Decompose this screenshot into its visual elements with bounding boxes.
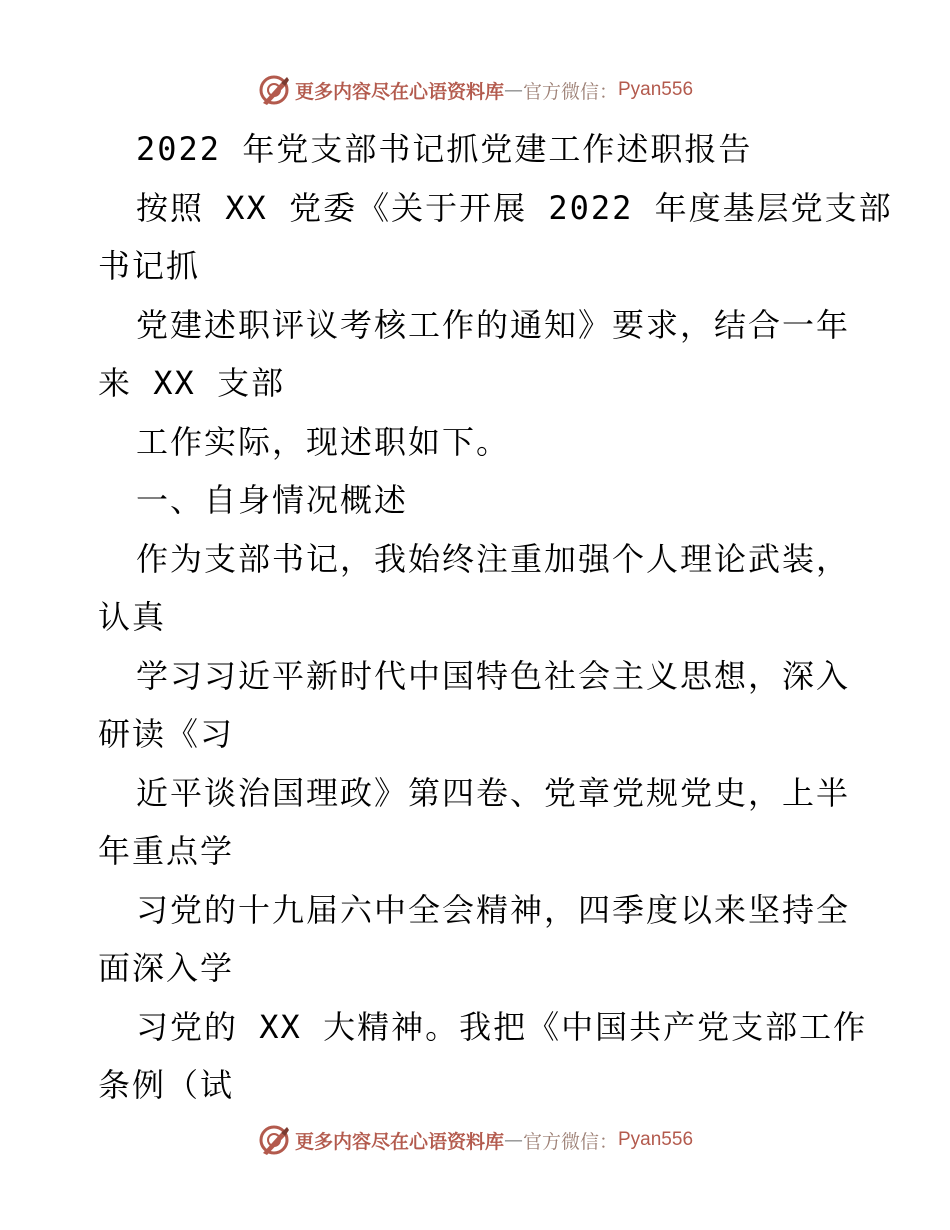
banner-main-text: 更多内容尽在心语资料库 — [294, 80, 504, 103]
text-line: 学习习近平新时代中国特色社会主义思想，深入 — [136, 656, 851, 695]
header-banner — [0, 70, 950, 110]
text-line: 研读《习 — [98, 715, 235, 753]
pen-logo-icon — [257, 73, 291, 107]
text-line: 习党的 XX 大精神。我把《中国共产党支部工作 — [136, 1007, 868, 1046]
banner-sub-text: 官方微信： — [522, 80, 618, 103]
banner-dash: — — [503, 1129, 523, 1151]
text-line: 书记抓 — [98, 247, 201, 285]
banner-dash: — — [503, 79, 523, 101]
banner-wechat-id: Pyan556 — [618, 79, 694, 100]
text-line: 近平谈治国理政》第四卷、党章党规党史，上半 — [136, 773, 851, 812]
banner-main-text: 更多内容尽在心语资料库 — [294, 1130, 504, 1153]
document-title: 2022 年党支部书记抓党建工作述职报告 — [136, 130, 753, 168]
text-line: 党建述职评议考核工作的通知》要求，结合一年 — [136, 305, 851, 344]
text-line: 面深入学 — [98, 949, 235, 987]
section-heading: 一、自身情况概述 — [136, 481, 409, 519]
banner-wechat-id: Pyan556 — [618, 1129, 694, 1150]
banner-sub-text: 官方微信： — [522, 1130, 618, 1153]
text-line: 来 XX 支部 — [98, 364, 286, 402]
text-line: 按照 XX 党委《关于开展 2022 年度基层党支部 — [136, 188, 893, 227]
text-line: 条例（试 — [98, 1066, 235, 1104]
text-line: 年重点学 — [98, 832, 235, 870]
text-line: 认真 — [98, 598, 167, 636]
text-line: 作为支部书记，我始终注重加强个人理论武装， — [136, 539, 851, 578]
pen-logo-icon — [257, 1123, 291, 1157]
document-body — [98, 120, 893, 1115]
footer-banner — [0, 1120, 950, 1160]
text-line: 习党的十九届六中全会精神，四季度以来坚持全 — [136, 890, 851, 929]
text-line: 工作实际，现述职如下。 — [136, 422, 511, 461]
